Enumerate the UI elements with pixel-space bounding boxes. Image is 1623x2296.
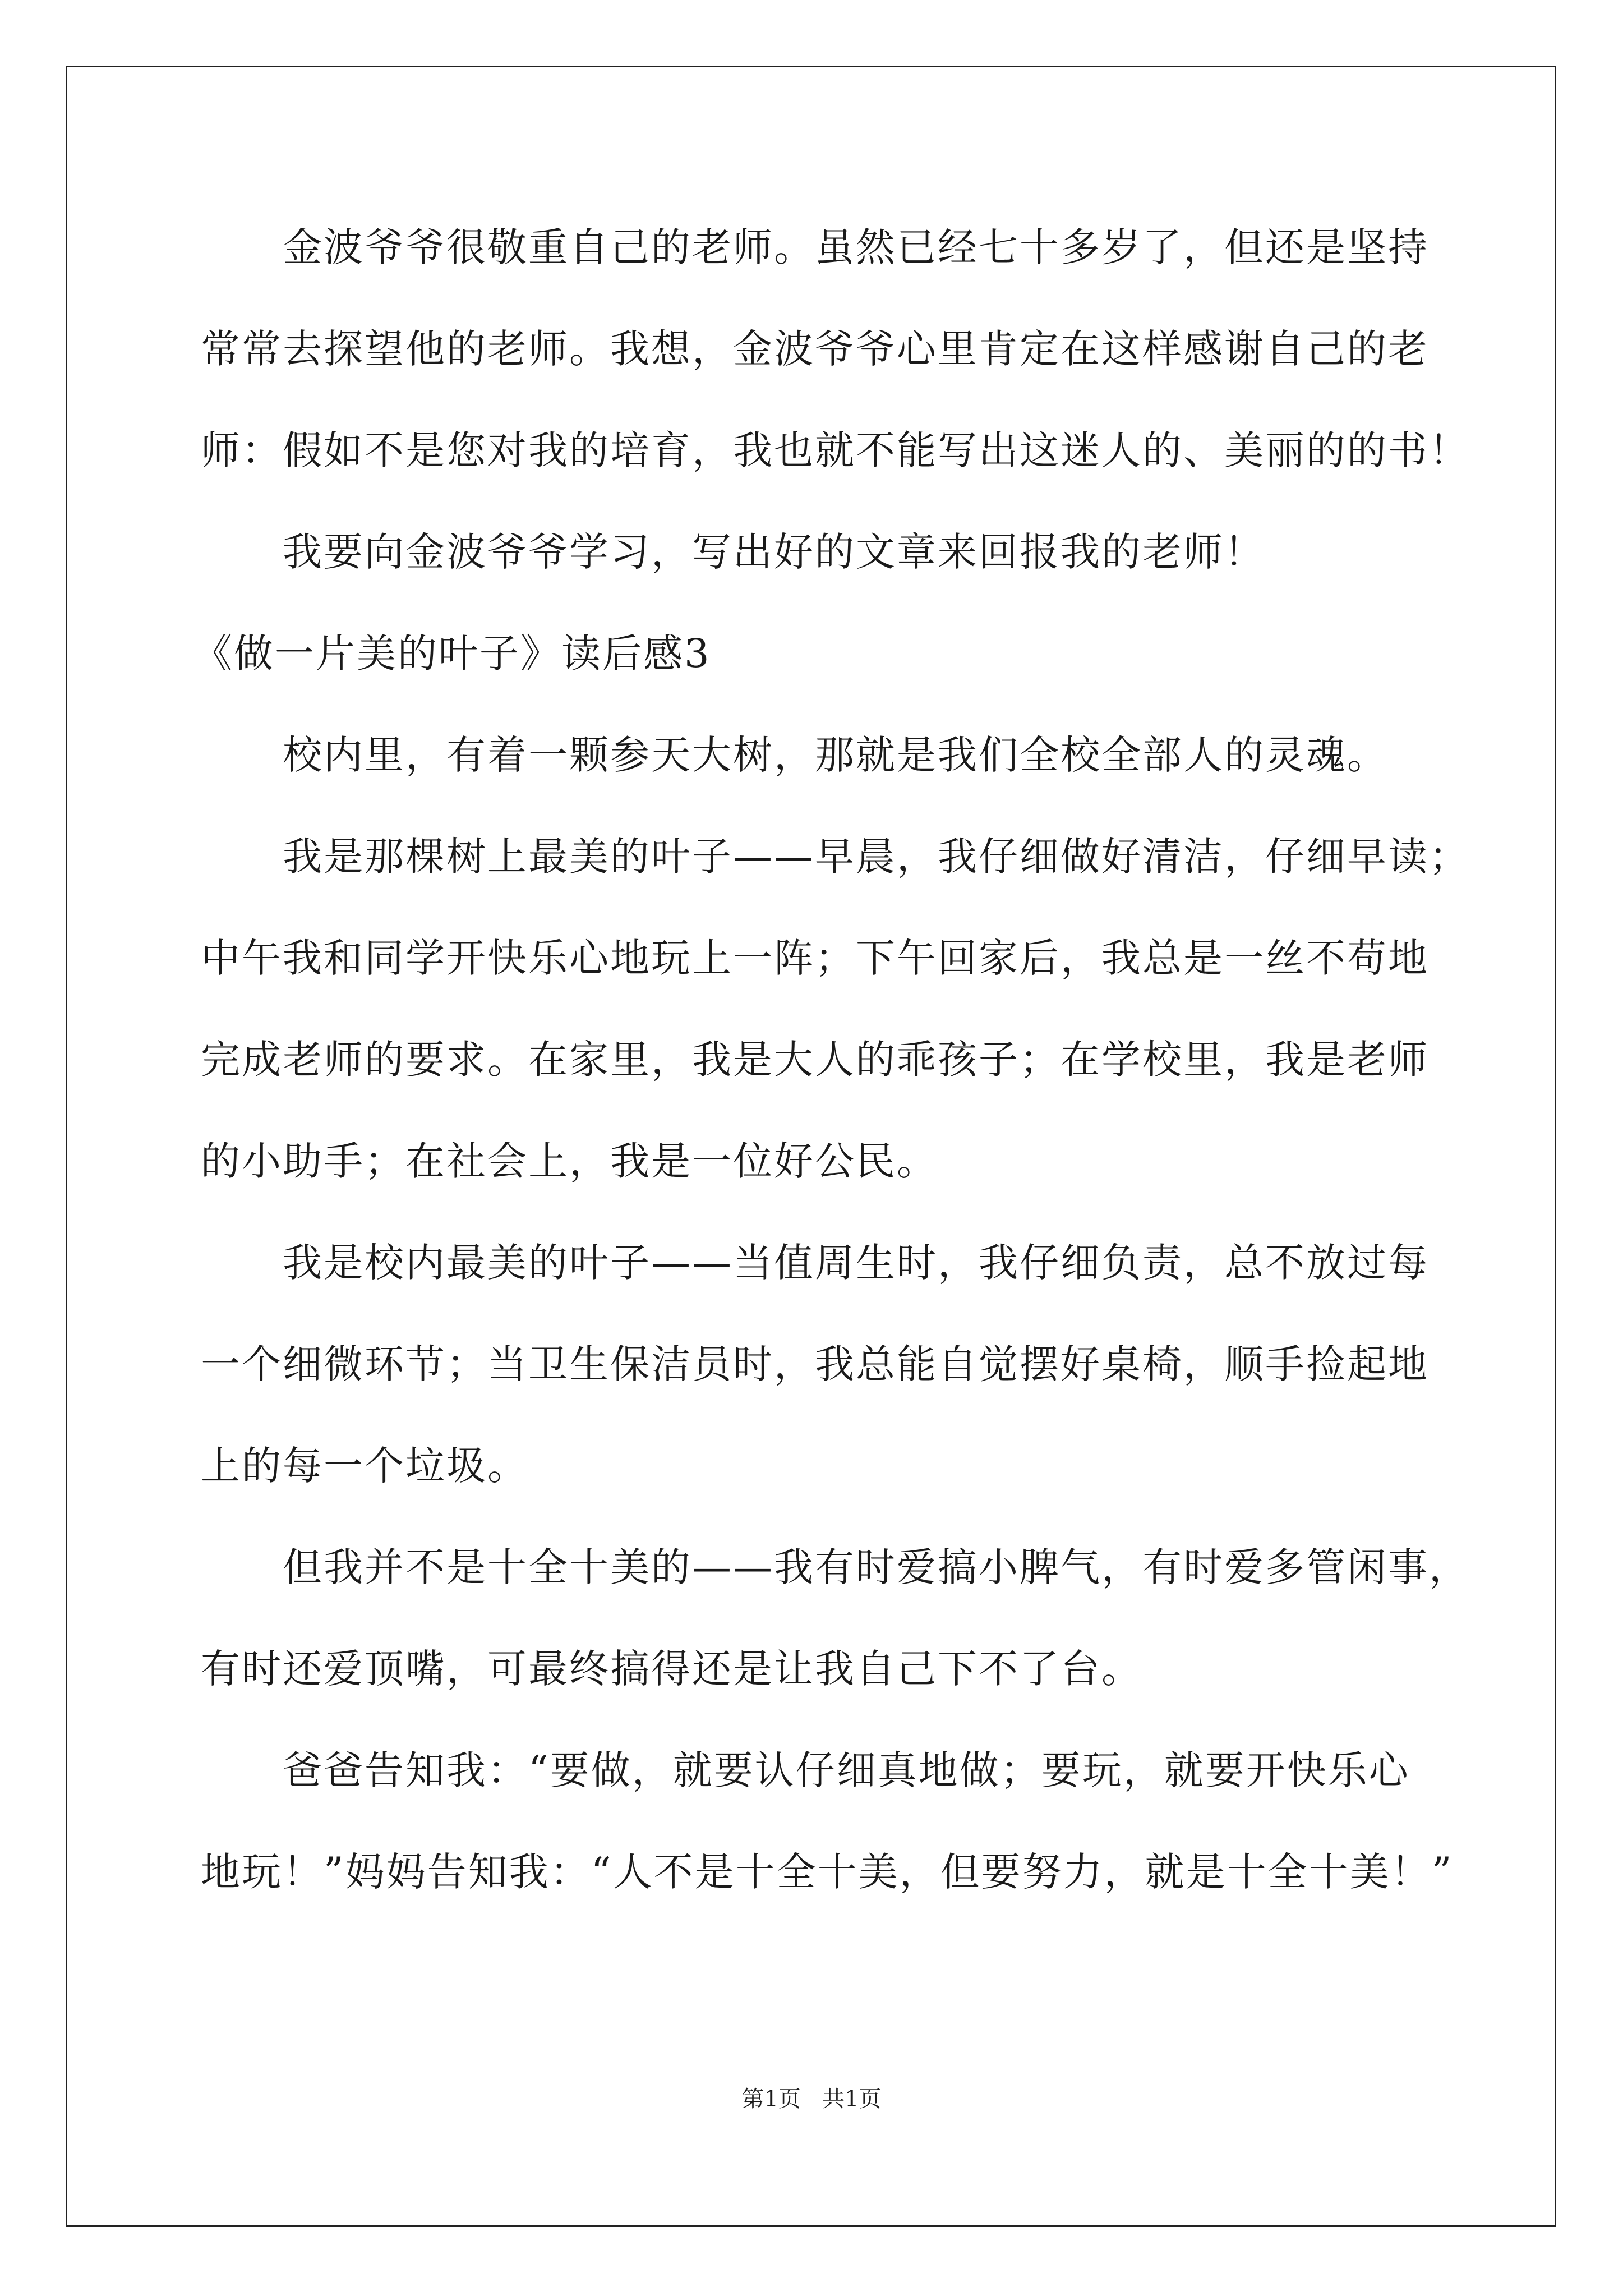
paragraph-line: 上的每一个垃圾。 xyxy=(201,1443,528,1489)
paragraph-line: 金波爷爷很敬重自己的老师。虽然已经七十多岁了，但还是坚持 xyxy=(283,224,1429,270)
paragraph-line: 中午我和同学开快乐心地玩上一阵；下午回家后，我总是一丝不苟地 xyxy=(201,935,1429,981)
paragraph-line: 地玩！”妈妈告知我：“人不是十全十美，但要努力，就是十全十美！” xyxy=(201,1849,1454,1895)
paragraph-line: 师：假如不是您对我的培育，我也就不能写出这迷人的、美丽的的书！ xyxy=(201,427,1470,473)
paragraph-line: 爸爸告知我：“要做，就要认仔细真地做；要玩，就要开快乐心 xyxy=(283,1747,1410,1793)
paragraph-line: 但我并不是十全十美的——我有时爱搞小脾气，有时爱多管闲事， xyxy=(283,1544,1470,1590)
section-title: 《做一片美的叶子》读后感3 xyxy=(193,631,711,677)
paragraph-line: 一个细微环节；当卫生保洁员时，我总能自觉摆好桌椅，顺手捡起地 xyxy=(201,1341,1429,1387)
page-number-footer: 第1页 共1页 xyxy=(741,2086,882,2112)
paragraph-line: 校内里，有着一颗参天大树，那就是我们全校全部人的灵魂。 xyxy=(283,732,1388,778)
paragraph-line: 我要向金波爷爷学习，写出好的文章来回报我的老师！ xyxy=(283,529,1265,575)
paragraph-line: 的小助手；在社会上，我是一位好公民。 xyxy=(201,1138,938,1184)
paragraph-line: 有时还爱顶嘴，可最终搞得还是让我自己下不了台。 xyxy=(201,1646,1142,1692)
paragraph-line: 我是校内最美的叶子——当值周生时，我仔细负责，总不放过每 xyxy=(283,1240,1429,1286)
paragraph-line: 我是那棵树上最美的叶子——早晨，我仔细做好清洁，仔细早读； xyxy=(283,834,1470,880)
paragraph-line: 常常去探望他的老师。我想，金波爷爷心里肯定在这样感谢自己的老 xyxy=(201,326,1429,372)
paragraph-line: 完成老师的要求。在家里，我是大人的乖孩子；在学校里，我是老师 xyxy=(201,1037,1429,1083)
